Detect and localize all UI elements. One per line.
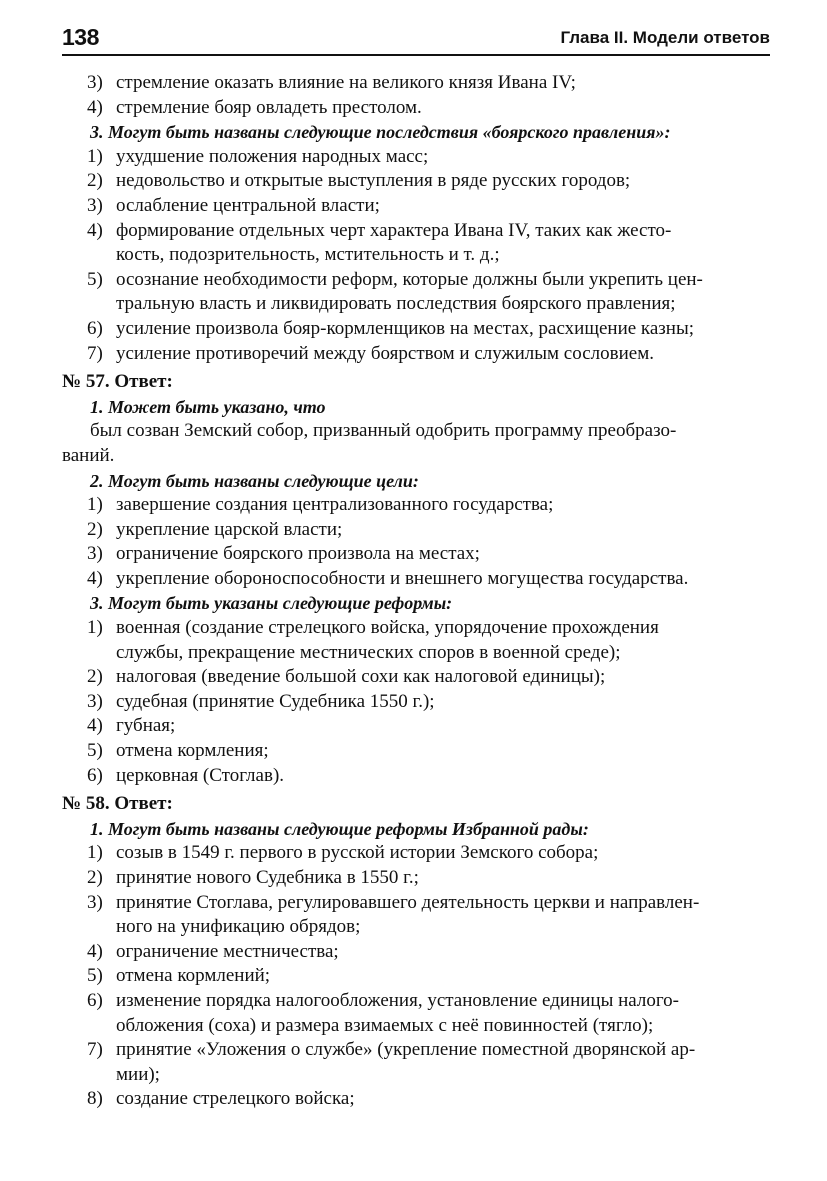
list-item-text: осознание необходимости реформ, которые должны были укрепить цен- <box>116 268 703 290</box>
list-item-text: изменение порядка налогообложения, установление единицы налого- <box>116 989 679 1011</box>
list-item-number: 4) <box>87 567 103 589</box>
list-item-number: 5) <box>87 268 103 290</box>
list-item-line <box>62 1087 770 1112</box>
answer-58-heading: № 58. Ответ: <box>62 793 173 815</box>
page-content <box>62 71 770 1112</box>
list-item-line <box>62 616 770 641</box>
page-number: 138 <box>62 24 99 50</box>
subheading-consequences: 3. Могут быть названы следующие последствия «боярского правления»: <box>90 122 671 143</box>
list-item-number: 7) <box>87 1039 103 1061</box>
paragraph-57-line-1: был созван Земский собор, призванный одобрить программу преобразо- <box>90 420 677 442</box>
list-item-line <box>62 194 770 219</box>
subheading-57-2: 2. Могут быть названы следующие цели: <box>90 470 419 491</box>
list-item-text: созыв в 1549 г. первого в русской истории Земского собора; <box>116 842 599 864</box>
list-top <box>62 71 770 120</box>
list-item-number: 3) <box>87 690 103 712</box>
list-item-number: 3) <box>87 891 103 913</box>
list-item-text: ограничение боярского произвола на местах; <box>116 543 480 565</box>
list-item-line <box>62 690 770 715</box>
list-item-line <box>62 268 770 293</box>
list-item-text: стремление оказать влияние на великого князя Ивана IV; <box>116 72 576 93</box>
list-item-line <box>62 1038 770 1063</box>
list-item-text: губная; <box>116 715 176 737</box>
list-item-text: принятие нового Судебника в 1550 г.; <box>116 867 419 888</box>
list-item-text: тральную власть и ликвидировать последствия боярского правления; <box>116 293 676 315</box>
list-item-text: усиление произвола бояр-кормленщиков на местах, расхищение казны; <box>116 317 695 339</box>
list-item-line <box>62 665 770 690</box>
list-item-number: 4) <box>87 96 103 118</box>
list-item-number: 1) <box>87 842 103 864</box>
list-item-line <box>62 841 770 866</box>
list-item-text: принятие «Уложения о службе» (укрепление поместной дворянской ар- <box>116 1039 696 1061</box>
list-item-text: налоговая (введение большой сохи как налоговой единицы); <box>116 666 606 688</box>
list-item-text: укрепление обороноспособности и внешнего могущества государства. <box>116 567 689 589</box>
list-item-number: 5) <box>87 740 103 762</box>
list-item-line <box>62 964 770 989</box>
list-item-line <box>62 243 770 268</box>
list-item-line <box>62 866 770 891</box>
list-item-number: 6) <box>87 989 103 1011</box>
subheading-58-1: 1. Могут быть названы следующие реформы Избранной рады: <box>90 818 589 839</box>
list-item-text: принятие Стоглава, регулировавшего деятельность церкви и направлен- <box>116 891 700 913</box>
list-item-text: завершение создания централизованного государства; <box>116 494 554 516</box>
list-item-number: 4) <box>87 940 103 962</box>
subheading-57-1: 1. Может быть указано, что <box>90 396 326 417</box>
list-item-line <box>62 493 770 518</box>
list-item-line <box>62 317 770 342</box>
page-header <box>62 20 770 56</box>
list-item-line <box>62 714 770 739</box>
list-item-number: 2) <box>87 666 103 688</box>
list-item-number: 2) <box>87 170 103 192</box>
list-item-line <box>62 915 770 940</box>
list-item-line <box>62 96 770 121</box>
list-item-text: укрепление царской власти; <box>116 518 343 540</box>
list-item-text: военная (создание стрелецкого войска, упорядочение прохождения <box>116 617 659 639</box>
list-item-text: формирование отдельных черт характера Ивана IV, таких как жесто- <box>116 219 672 241</box>
list-item-line <box>62 739 770 764</box>
list-item-text: церковная (Стоглав). <box>116 764 285 786</box>
paragraph-57-line-2: ваний. <box>62 444 115 466</box>
list-item-number: 5) <box>87 965 103 987</box>
list-item-number: 3) <box>87 543 103 565</box>
list-58 <box>62 841 770 1112</box>
list-item-line <box>62 219 770 244</box>
list-item-text: службы, прекращение местнических споров в военной среде); <box>116 641 621 663</box>
list-item-number: 1) <box>87 494 103 516</box>
list-item-number: 3) <box>87 72 103 93</box>
list-item-text: недовольство и открытые выступления в ряде русских городов; <box>116 170 631 192</box>
list-item-line <box>62 518 770 543</box>
list-item-line <box>62 989 770 1014</box>
list-goals <box>62 493 770 591</box>
list-item-number: 2) <box>87 867 103 888</box>
list-item-line <box>62 1063 770 1088</box>
subheading-57-3: 3. Могут быть указаны следующие реформы: <box>90 593 453 614</box>
list-item-line <box>62 292 770 317</box>
running-head: Глава II. Модели ответов <box>560 28 770 47</box>
list-item-text: отмена кормлений; <box>116 965 271 987</box>
list-item-line <box>62 940 770 965</box>
list-item-text: судебная (принятие Судебника 1550 г.); <box>116 690 435 712</box>
list-item-text: создание стрелецкого войска; <box>116 1088 355 1110</box>
list-item-number: 1) <box>87 617 103 639</box>
list-item-line <box>62 71 770 96</box>
list-item-line <box>62 641 770 666</box>
list-item-text: обложения (соха) и размера взимаемых с неё повинностей (тягло); <box>116 1014 654 1036</box>
list-item-line <box>62 145 770 170</box>
list-item-number: 3) <box>87 194 103 216</box>
list-item-text: ограничение местничества; <box>116 940 339 962</box>
list-item-number: 4) <box>87 219 103 241</box>
answer-57-heading: № 57. Ответ: <box>62 371 173 393</box>
list-item-line <box>62 169 770 194</box>
list-item-line <box>62 764 770 789</box>
list-item-line <box>62 542 770 567</box>
list-item-line <box>62 342 770 367</box>
list-item-text: усиление противоречий между боярством и служилым сословием. <box>116 342 654 364</box>
list-item-text: стремление бояр овладеть престолом. <box>116 96 422 118</box>
list-item-number: 1) <box>87 145 103 167</box>
list-item-text: отмена кормления; <box>116 740 269 762</box>
list-item-line <box>62 1014 770 1039</box>
list-item-line <box>62 567 770 592</box>
list-item-line <box>62 891 770 916</box>
list-item-text: кость, подозрительность, мстительность и т. д.; <box>116 244 500 266</box>
list-item-number: 4) <box>87 715 103 737</box>
list-consequences <box>62 145 770 366</box>
list-item-text: ного на унификацию обрядов; <box>116 916 361 938</box>
list-item-number: 6) <box>87 764 103 786</box>
list-item-number: 8) <box>87 1088 103 1110</box>
list-item-text: ослабление центральной власти; <box>116 194 380 216</box>
list-reforms <box>62 616 770 788</box>
list-item-number: 6) <box>87 317 103 339</box>
list-item-number: 7) <box>87 342 103 364</box>
list-item-number: 2) <box>87 518 103 540</box>
list-item-text: мии); <box>116 1063 160 1085</box>
list-item-text: ухудшение положения народных масс; <box>116 145 429 167</box>
